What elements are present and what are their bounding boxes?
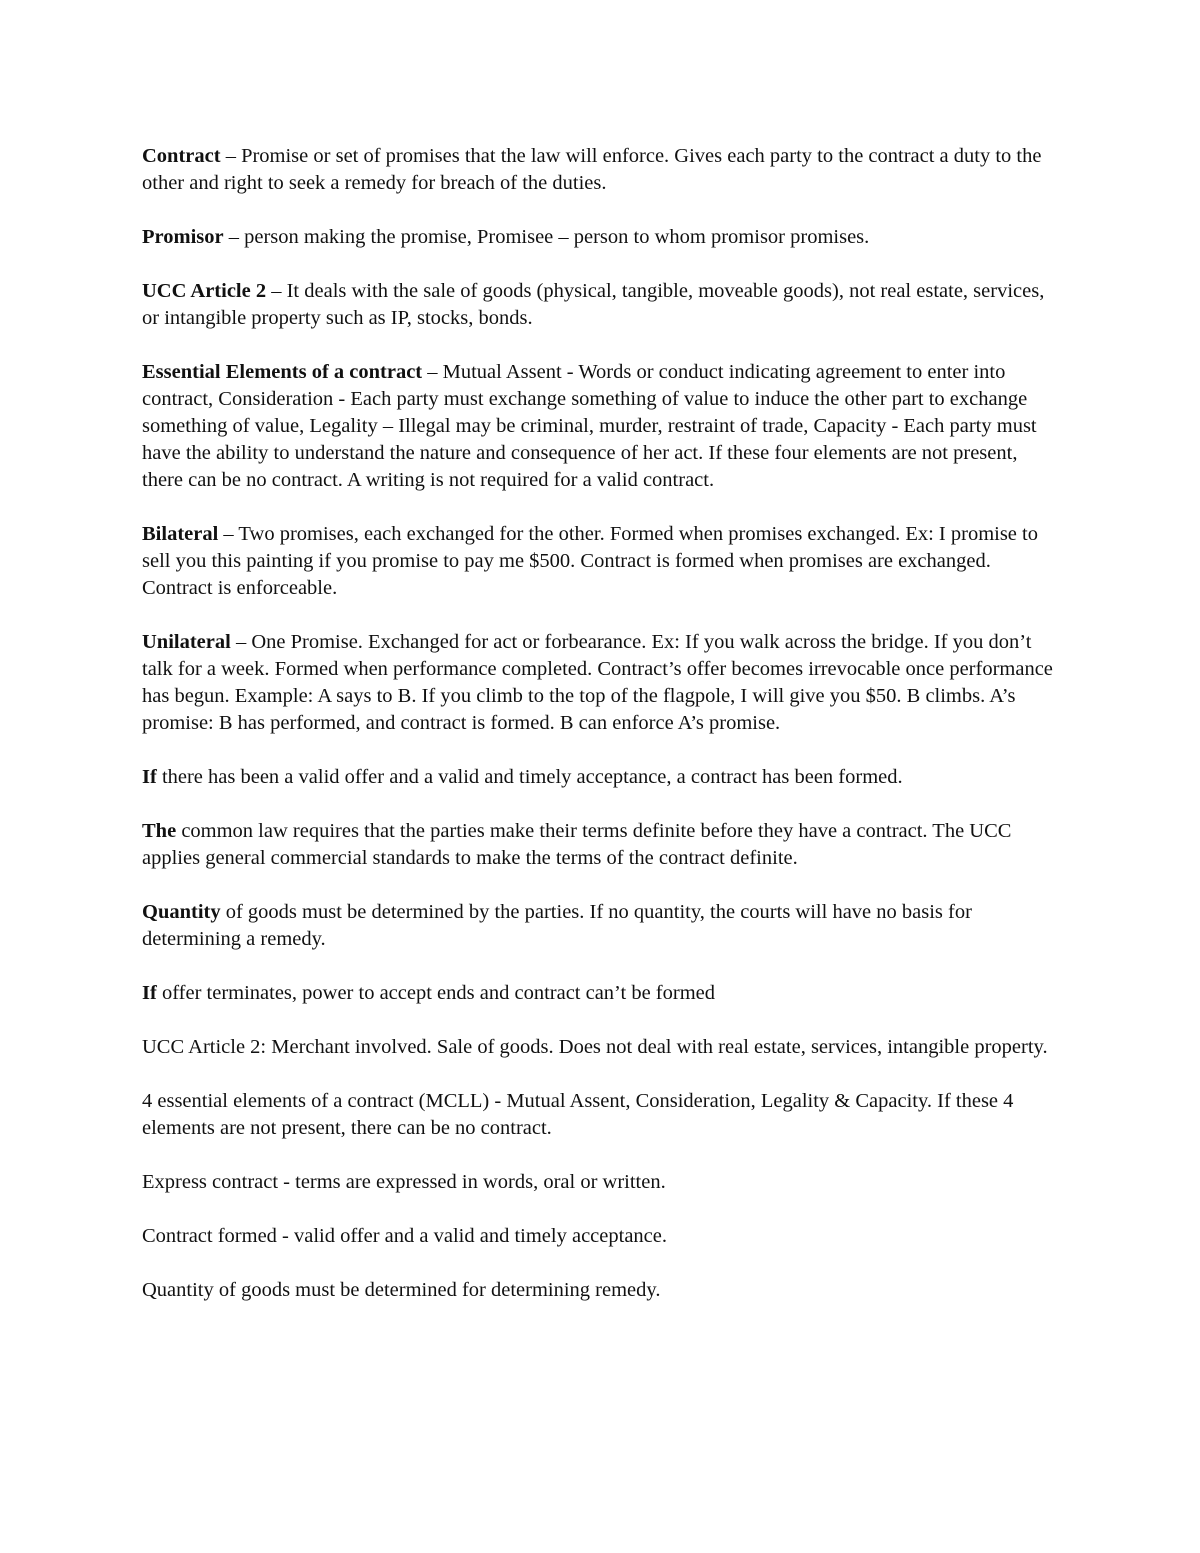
term-heading: The <box>142 820 177 842</box>
paragraph-text: – One Promise. Exchanged for act or forbearance. Ex: If you walk across the bridge. If you don’t talk for a week. Formed when performance completed. Contract’s offer becomes irrevocable once performance has begun. Example: A says to B. If you climb to the top of the flagpole, I will give you $50. B climbs. A’s promise: B has performed, and contract is formed. B can enforce A’s promise. <box>142 631 1053 734</box>
paragraph-quantity <box>142 899 1062 953</box>
paragraph-text: there has been a valid offer and a valid and timely acceptance, a contract has been formed. <box>156 766 903 788</box>
term-heading: Quantity <box>142 901 221 923</box>
paragraph-text: – Mutual Assent - Words or conduct indicating agreement to enter into contract, Consideration - Each party must exchange something of value to induce the other part to exchange something of value, Legality – Illegal may be criminal, murder, restraint of trade, Capacity - Each party must have the ability to understand the nature and consequence of her act. If these four elements are not present, there can be no contract. A writing is not required for a valid contract. <box>142 361 1037 491</box>
term-heading: Contract <box>142 145 221 167</box>
term-heading: If <box>142 982 157 1004</box>
paragraph-text: common law requires that the parties make their terms definite before they have a contract. The UCC applies general commercial standards to make the terms of the contract definite. <box>142 820 1012 869</box>
paragraph-text: offer terminates, power to accept ends and contract can’t be formed <box>156 982 716 1004</box>
paragraph-ucc-summary <box>142 1034 1062 1061</box>
paragraph-common-law <box>142 818 1062 872</box>
paragraph-text: of goods must be determined by the parties. If no quantity, the courts will have no basis for determining a remedy. <box>142 901 972 950</box>
paragraph-express-contract <box>142 1169 1062 1196</box>
paragraph-text: Express contract - terms are expressed in words, oral or written. <box>142 1171 666 1193</box>
document-body <box>142 143 1062 1331</box>
paragraph-essential-elements <box>142 359 1062 494</box>
paragraph-bilateral <box>142 521 1062 602</box>
paragraph-valid-offer <box>142 764 1062 791</box>
paragraph-text: – It deals with the sale of goods (physical, tangible, moveable goods), not real estate, services, or intangible property such as IP, stocks, bonds. <box>142 280 1045 329</box>
paragraph-mcll <box>142 1088 1062 1142</box>
paragraph-ucc-article-2 <box>142 278 1062 332</box>
paragraph-text: UCC Article 2: Merchant involved. Sale of goods. Does not deal with real estate, services, intangible property. <box>142 1036 1048 1058</box>
term-heading: If <box>142 766 157 788</box>
term-heading: Promisor <box>142 226 224 248</box>
paragraph-text: Contract formed - valid offer and a valid and timely acceptance. <box>142 1225 667 1247</box>
term-heading: Unilateral <box>142 631 231 653</box>
paragraph-promisor <box>142 224 1062 251</box>
term-heading: UCC Article 2 <box>142 280 267 302</box>
paragraph-offer-terminates <box>142 980 1062 1007</box>
term-heading: Essential Elements of a contract <box>142 361 423 383</box>
paragraph-text: – person making the promise, Promisee – person to whom promisor promises. <box>223 226 870 248</box>
paragraph-text: 4 essential elements of a contract (MCLL) - Mutual Assent, Consideration, Legality & Capacity. If these 4 elements are not present, there can be no contract. <box>142 1090 1014 1139</box>
paragraph-contract <box>142 143 1062 197</box>
paragraph-unilateral <box>142 629 1062 737</box>
paragraph-text: – Promise or set of promises that the law will enforce. Gives each party to the contract a duty to the other and right to seek a remedy for breach of the duties. <box>142 145 1042 194</box>
paragraph-contract-formed <box>142 1223 1062 1250</box>
paragraph-quantity-remedy <box>142 1277 1062 1304</box>
paragraph-text: Quantity of goods must be determined for determining remedy. <box>142 1279 661 1301</box>
term-heading: Bilateral <box>142 523 219 545</box>
paragraph-text: – Two promises, each exchanged for the other. Formed when promises exchanged. Ex: I promise to sell you this painting if you promise to pay me $500. Contract is formed when promises are exchanged. Contract is enforceable. <box>142 523 1038 599</box>
